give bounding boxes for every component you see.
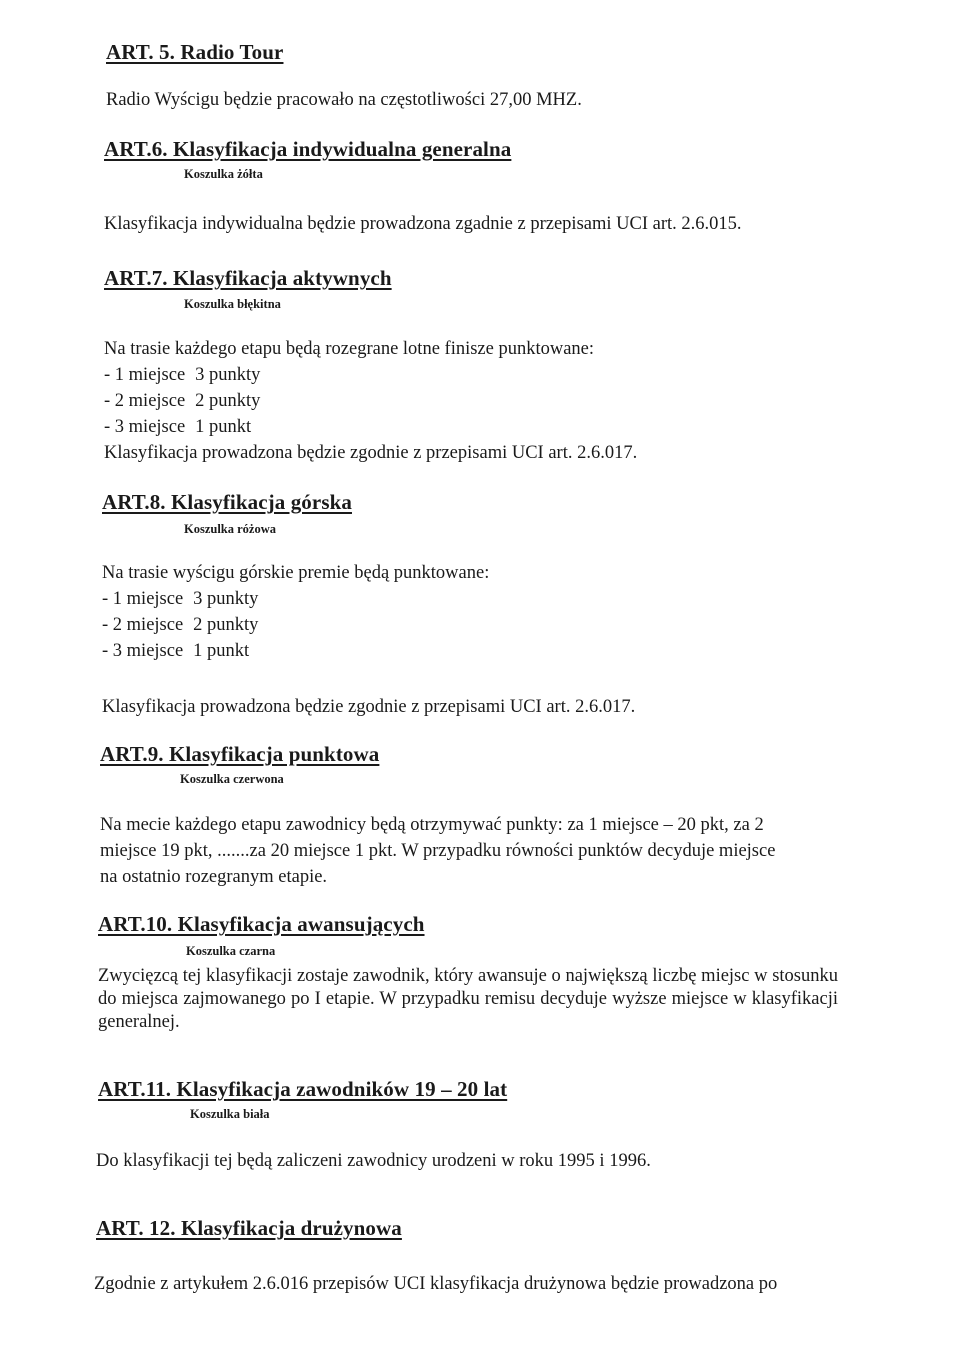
art5-heading: ART. 5. Radio Tour [106, 40, 284, 64]
art9-line: Na mecie każdego etapu zawodnicy będą otrzymywać punkty: za 1 miejsce – 20 pkt, za 2 [100, 815, 764, 835]
art9-heading: ART.9. Klasyfikacja punktowa [100, 742, 380, 766]
art7-body [104, 336, 637, 466]
art8-point-row: - 2 miejsce 2 punkty [102, 615, 259, 635]
art7-point-row: - 2 miejsce 2 punkty [104, 391, 261, 411]
art10-jersey: Koszulka czarna [186, 944, 276, 958]
art8-rule: Klasyfikacja prowadzona będzie zgodnie z przepisami UCI art. 2.6.017. [102, 697, 636, 717]
art10-text: Zwycięzcą tej klasyfikacji zostaje zawodnik, który awansuje o największą liczbę miejsc w stosunku do miejsca zajmowanego po I etapie. W przypadku remisu decyduje wyższe miejsce w klasyfikacji generalnej. [98, 966, 838, 1032]
art7-jersey: Koszulka błękitna [184, 297, 281, 311]
art9-line: miejsce 19 pkt, .......za 20 miejsce 1 pkt. W przypadku równości punktów decyduje miejsce [100, 841, 776, 861]
art12-heading: ART. 12. Klasyfikacja drużynowa [96, 1216, 402, 1240]
art12-text: Zgodnie z artykułem 2.6.016 przepisów UCI klasyfikacja drużynowa będzie prowadzona po [94, 1274, 778, 1294]
art6-jersey: Koszulka żółta [184, 167, 263, 181]
art10-heading: ART.10. Klasyfikacja awansujących [98, 912, 425, 936]
art9-jersey: Koszulka czerwona [180, 772, 284, 786]
art8-jersey: Koszulka różowa [184, 522, 277, 536]
art7-rule: Klasyfikacja prowadzona będzie zgodnie z przepisami UCI art. 2.6.017. [104, 443, 638, 463]
art8-point-row: - 3 miejsce 1 punkt [102, 641, 250, 661]
art8-intro: Na trasie wyścigu górskie premie będą punktowane: [102, 563, 490, 583]
art8-body [102, 560, 489, 664]
art5-text: Radio Wyścigu będzie pracowało na częstotliwości 27,00 MHZ. [106, 90, 582, 110]
art11-jersey: Koszulka biała [190, 1107, 270, 1121]
art6-text: Klasyfikacja indywidualna będzie prowadzona zgadnie z przepisami UCI art. 2.6.015. [104, 214, 742, 234]
art7-heading: ART.7. Klasyfikacja aktywnych [104, 266, 392, 290]
art9-body [100, 812, 775, 890]
art6-heading: ART.6. Klasyfikacja indywidualna generalna [104, 137, 512, 161]
art7-point-row: - 1 miejsce 3 punkty [104, 365, 261, 385]
art7-point-row: - 3 miejsce 1 punkt [104, 417, 252, 437]
art8-point-row: - 1 miejsce 3 punkty [102, 589, 259, 609]
art8-heading: ART.8. Klasyfikacja górska [102, 490, 352, 514]
art11-heading: ART.11. Klasyfikacja zawodników 19 – 20 lat [98, 1077, 508, 1101]
art7-intro: Na trasie każdego etapu będą rozegrane lotne finisze punktowane: [104, 339, 595, 359]
art11-text: Do klasyfikacji tej będą zaliczeni zawodnicy urodzeni w roku 1995 i 1996. [96, 1151, 651, 1171]
art9-line: na ostatnio rozegranym etapie. [100, 867, 328, 887]
